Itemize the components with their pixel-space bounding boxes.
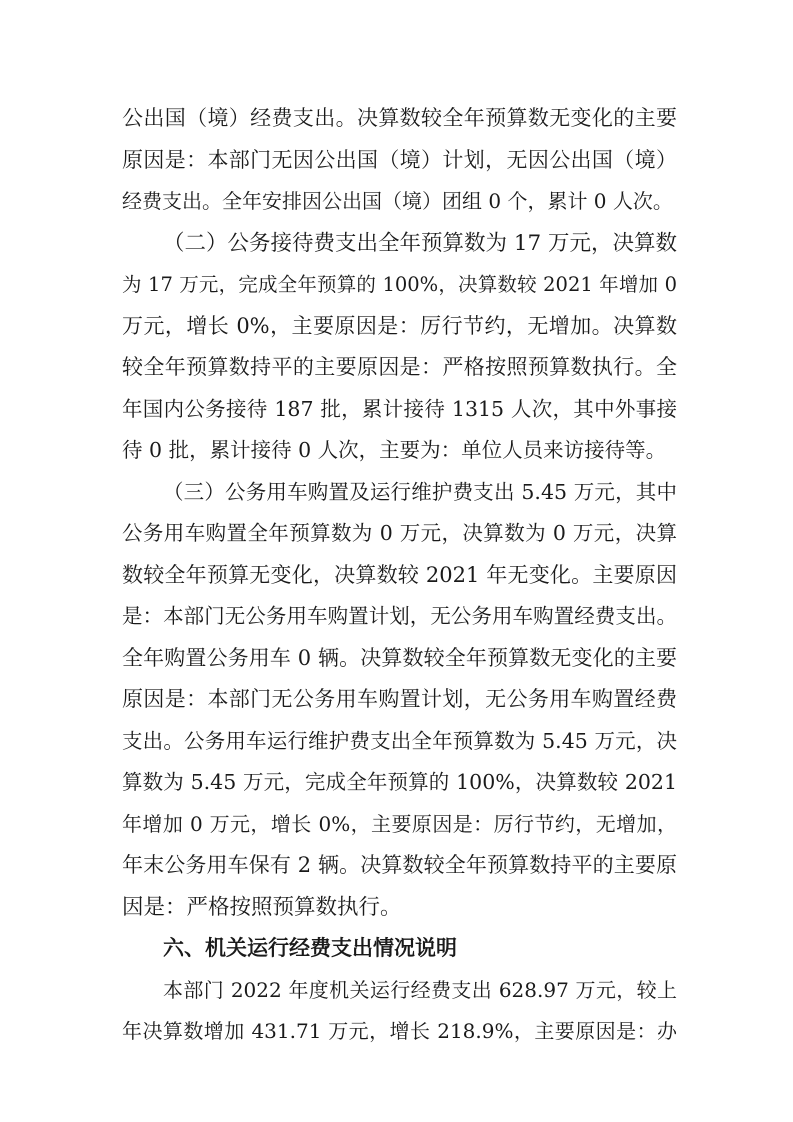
text-line: 全年购置公务用车 0 辆。决算数较全年预算数无变化的主要 [122,645,677,670]
text-line: 万元，增长 0%，主要原因是：厉行节约，无增加。决算数 [122,313,677,338]
text-line: 算数为 5.45 万元，完成全年预算的 100%，决算数较 2021 [122,770,677,794]
text-line: 经费支出。全年安排因公出国（境）团组 0 个，累计 0 人次。 [122,189,673,213]
text-line: 公务用车购置全年预算数为 0 万元，决算数为 0 万元，决算 [122,521,677,545]
text-line: 原因是：本部门无公务用车购置计划，无公务用车购置经费 [122,687,677,711]
text-line: （三）公务用车购置及运行维护费支出 5.45 万元，其中 [163,479,677,504]
text-line: 公出国（境）经费支出。决算数较全年预算数无变化的主要 [122,106,677,130]
text-line: 本部门 2022 年度机关运行经费支出 628.97 万元，较上 [163,977,677,1002]
text-line: 为 17 万元，完成全年预算的 100%，决算数较 2021 年增加 0 [122,273,677,296]
text-line: 支出。公务用车运行维护费支出全年预算数为 5.45 万元，决 [122,728,677,753]
text-line: 待 0 批，累计接待 0 人次，主要为：单位人员来访接待等。 [122,438,667,462]
text-line: 是：本部门无公务用车购置计划，无公务用车购置经费支出。 [122,604,677,628]
text-line: 原因是：本部门无因公出国（境）计划，无因公出国（境） [122,147,677,172]
body-text [122,98,677,1053]
section-heading: 六、机关运行经费支出情况说明 [163,936,457,960]
text-line: 较全年预算数持平的主要原因是：严格按照预算数执行。全 [122,355,677,379]
text-line: 因是：严格按照预算数执行。 [122,894,402,920]
text-line: 年国内公务接待 187 批，累计接待 1315 人次，其中外事接 [122,396,677,421]
text-line: 数较全年预算无变化，决算数较 2021 年无变化。主要原因 [122,562,677,587]
text-line: 年增加 0 万元，增长 0%，主要原因是：厉行节约，无增加， [122,811,677,836]
text-line: 年末公务用车保有 2 辆。决算数较全年预算数持平的主要原 [122,853,677,877]
text-line: 年决算数增加 431.71 万元，增长 218.9%，主要原因是：办 [122,1019,677,1043]
text-line: （二）公务接待费支出全年预算数为 17 万元，决算数 [163,230,678,256]
